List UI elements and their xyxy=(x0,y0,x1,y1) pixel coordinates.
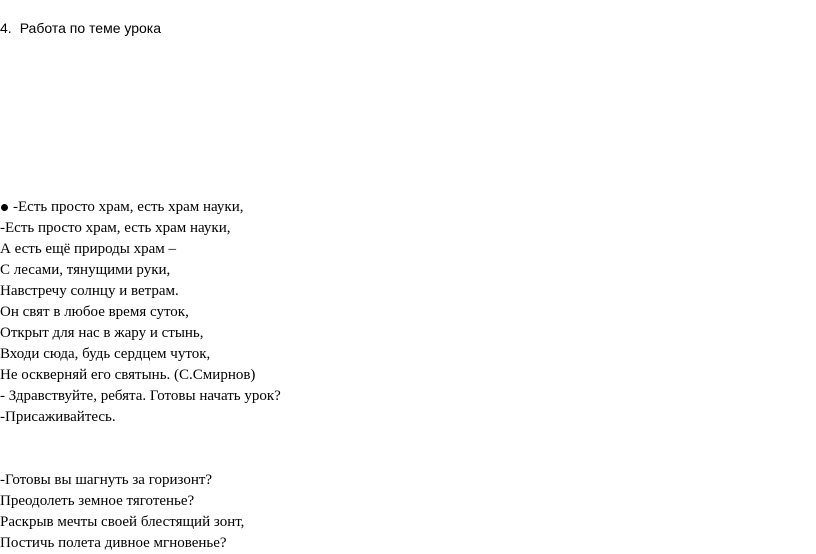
text-line: Раскрыв мечты своей блестящий зонт, xyxy=(0,514,245,530)
text-line: Постичь полета дивное мгновенье? xyxy=(0,535,227,551)
bullet-line xyxy=(0,197,281,218)
section-title: Работа по теме урока xyxy=(19,20,162,36)
text-line: Открыт для нас в жару и стынь, xyxy=(0,325,204,341)
section-number: 4. xyxy=(0,20,12,36)
text-line: Входи сюда, будь сердцем чуток, xyxy=(0,346,211,362)
lesson-text xyxy=(0,197,281,554)
text-line: А есть ещё природы храм – xyxy=(0,241,177,257)
text-line: -Присаживайтесь. xyxy=(0,409,116,425)
text-line: -Есть просто храм, есть храм науки, xyxy=(0,220,231,236)
text-line: Преодолеть земное тяготенье? xyxy=(0,493,195,509)
text-line: Навстречу солнцу и ветрам. xyxy=(0,283,179,299)
bullet-icon xyxy=(1,204,8,211)
blank-line xyxy=(0,449,281,470)
text-line: -Есть просто храм, есть храм науки, xyxy=(13,199,244,215)
text-line: -Готовы вы шагнуть за горизонт? xyxy=(0,472,213,488)
text-line: С лесами, тянущими руки, xyxy=(0,262,171,278)
section-heading xyxy=(0,19,161,37)
text-line: - Здравствуйте, ребята. Готовы начать урок? xyxy=(0,388,281,404)
text-line: Не оскверняй его святынь. (С.Смирнов) xyxy=(0,367,256,383)
blank-line xyxy=(0,428,281,449)
text-line: Он свят в любое время суток, xyxy=(0,304,189,320)
